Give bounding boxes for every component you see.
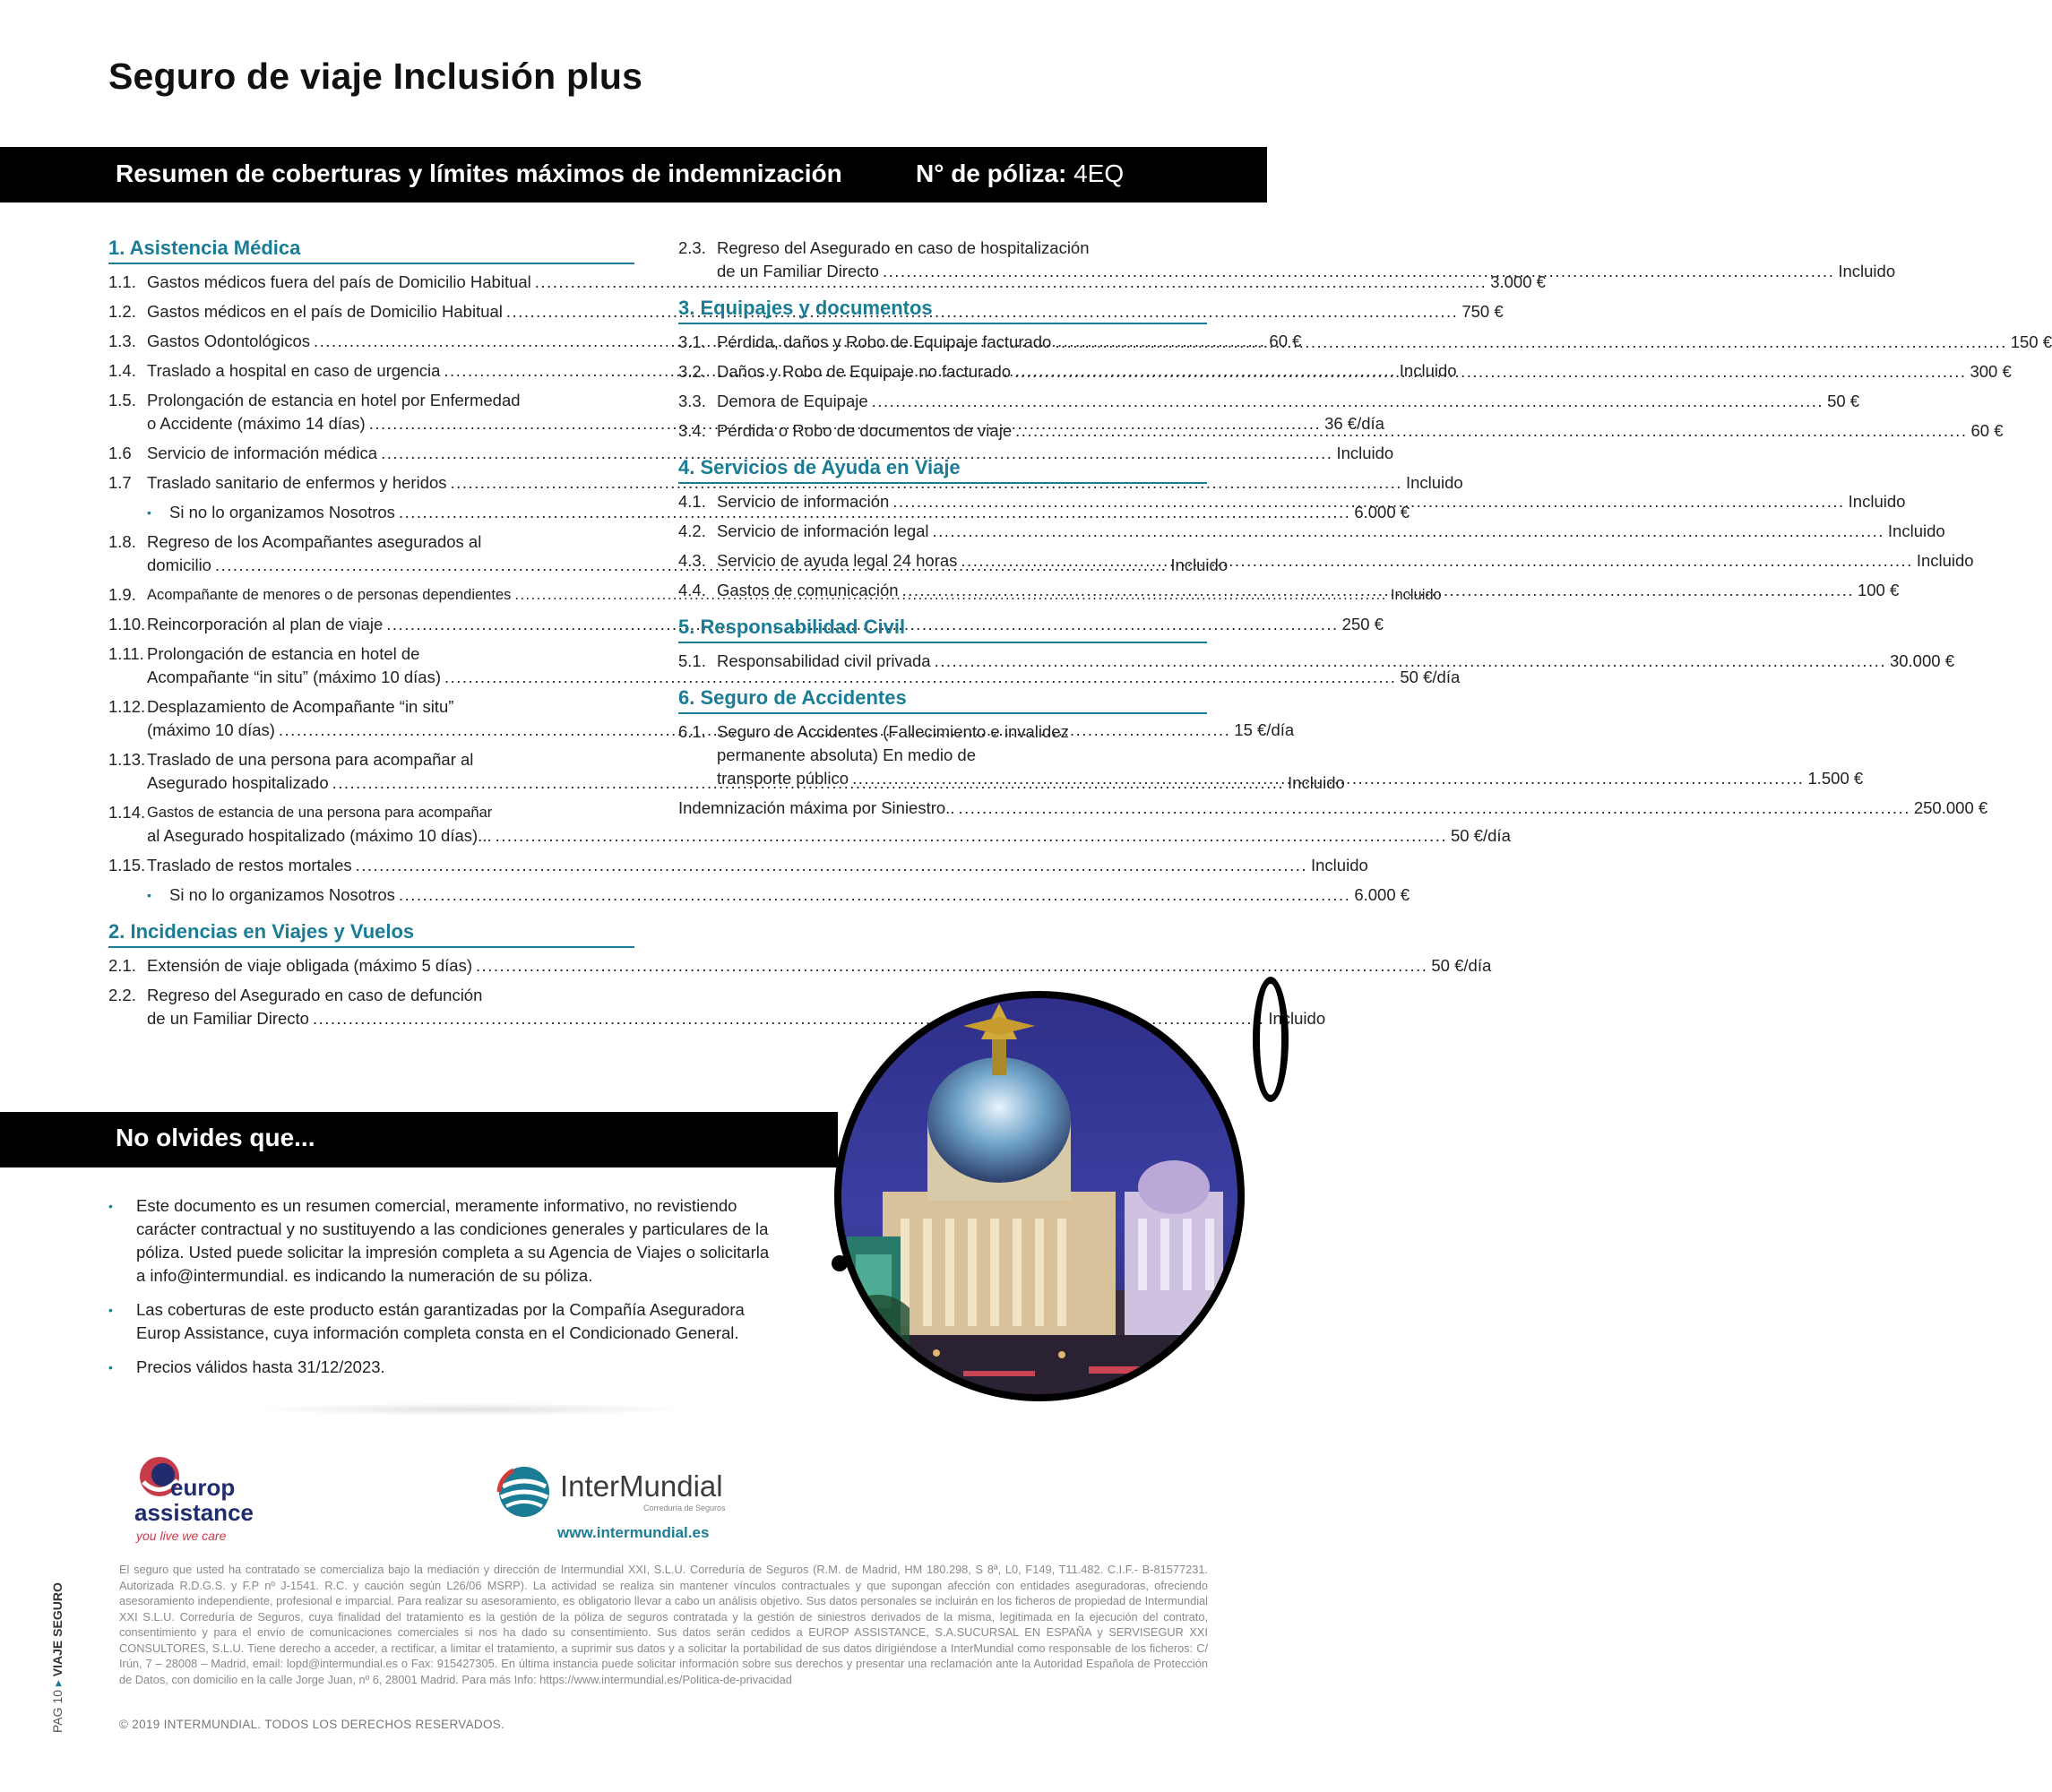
policy-number (916, 159, 1124, 188)
coverage-label: Responsabilidad civil privada (717, 651, 931, 670)
coverage-label: Acompañante “in situ” (máximo 10 días) (147, 668, 441, 686)
coverage-limit: 30.000 € (1889, 651, 1954, 670)
coverage-body (717, 390, 1859, 413)
coverage-limit: Incluido (1390, 587, 1442, 603)
note-item (108, 1194, 772, 1288)
coverage-label: Daños y Robo de Equipaje no facturado (717, 362, 1012, 381)
coverage-label: Servicio de información legal (717, 521, 929, 540)
coverage-line (678, 797, 1987, 820)
note-text: Este documento es un resumen comercial, meramente informativo, no revistiendo carácter contractual y no sustituyendo a las condiciones generales y particulares de la póliza. Usted puede solicitar la impresión completa a su Agencia de Viajes o solicitarla a info@intermundial. es indicando la numeración de su póliza. (136, 1196, 770, 1285)
dot-leader (356, 854, 1307, 877)
coverage-item (678, 520, 1945, 543)
coverage-label: de un Familiar Directo (717, 262, 879, 280)
madrid-metropolis-photo (829, 986, 1250, 1407)
coverage-line (717, 520, 1945, 543)
coverage-limit: 60 € (1970, 421, 2004, 440)
coverage-number: 1.12. (108, 697, 146, 716)
europ-assistance-wordmark (134, 1475, 254, 1525)
coverage-line (717, 237, 1895, 260)
coverage-line (717, 767, 1863, 790)
coverage-subitem (108, 883, 1410, 907)
section-heading: 2. Incidencias en Viajes y Vuelos (108, 920, 634, 948)
coverage-label: Regreso del Asegurado en caso de hospitalización (717, 238, 1090, 257)
coverage-label: Gastos Odontológicos (147, 332, 311, 350)
coverage-label: Servicio de información (717, 492, 890, 511)
section-heading: 3. Equipajes y documentos (678, 297, 1207, 324)
coverage-body (717, 579, 1899, 602)
coverage-line (717, 720, 1863, 744)
coverage-limit: Incluido (1838, 262, 1896, 280)
coverage-line (147, 854, 1368, 877)
section-heading: 5. Responsabilidad Civil (678, 616, 1207, 643)
coverage-number: 1.10. (108, 615, 146, 633)
coverage-number: 2.2. (108, 986, 136, 1004)
coverage-limit: Incluido (1887, 521, 1945, 540)
intermundial-url-link[interactable]: www.intermundial.es (557, 1524, 710, 1541)
intermundial-subtitle: Correduría de Seguros (643, 1503, 726, 1512)
bullet-icon: • (147, 888, 151, 902)
intermundial-globe-icon (496, 1463, 553, 1521)
coverage-limit: 250.000 € (1913, 798, 1988, 817)
legal-disclaimer: El seguro que usted ha contratado se comercializa bajo la mediación y dirección de Intermundial XXI, S.L.U. Correduría de Seguros (R.M. de Madrid, HM 180.298, S 8ª, L0, F149, T11.482. C.I.F.- B-81577231. Autorizada R.D.G.S. y F.P nº J-1541. R.C. y caución según L26/06 MSRP). La actividad se realiza sin mantener vínculos contractuales y que supongan afección con entidades aseguradoras, ofreciendo asesoramiento independiente, profesional e imparcial. Para realizar su asesoramiento, es obligatorio llevar a cabo un análisis objetivo. Sus datos personales se incluirán en los ficheros de propiedad de Intermundial XXI S.L.U. Correduría de Seguros, cuya finalidad del tratamiento es la gestión de la póliza de seguros contratada y la gestión de siniestros derivados de la misma, legitimada en la ejecución del contrato, consentimiento y para el envío de comunicaciones comerciales si nos ha dado su consentimiento. Sus datos serán cedidos a EUROP ASSISTANCE, S.A.SUCURSAL EN ESPAÑA y SERVISEGUR XXI CONSULTORES, S.L.U. Tiene derecho a acceder, a rectificar, a limitar el tratamiento, a suprimir sus datos y a solicitar la portabilidad de sus datos dirigiéndose a InterMundial como responsable de los ficheros: C/ Irún, 7 – 28008 – Madrid, email: lopd@intermundial.es o Fax: 915427305. En última instancia puede solicitar información sobre sus derechos y presentar una reclamación ante la Autoridad Española de Protección de Datos, con domicilio en la calle Jorge Juan, nº 6, 28001 Madrid. Para más Info: https://www.intermundial.es/Politica-de-privacidad (119, 1563, 1208, 1686)
coverage-label: Traslado sanitario de enfermos y heridos (147, 473, 447, 492)
bullet-icon: • (108, 1303, 113, 1317)
europ-tagline: you live we care (136, 1529, 227, 1543)
bullet-icon: • (108, 1360, 113, 1374)
coverage-label: Servicio de ayuda legal 24 horas (717, 551, 958, 570)
coverage-number: 1.4. (108, 361, 136, 380)
coverage-line (717, 549, 1974, 573)
coverage-line (147, 954, 1491, 978)
copyright-notice: © 2019 INTERMUNDIAL. TODOS LOS DERECHOS RESERVADOS. (119, 1718, 505, 1731)
side-page-label (50, 1582, 65, 1733)
coverage-limit: 6.000 € (1354, 503, 1410, 521)
coverage-limit: Incluido (1336, 444, 1394, 462)
section-heading: 6. Seguro de Accidentes (678, 686, 1207, 714)
policy-label: N° de póliza: (916, 159, 1067, 187)
coverage-label: Indemnización máxima por Siniestro.. (678, 798, 955, 817)
coverage-limit: 150 € (2010, 332, 2052, 351)
coverage-limit: 3.000 € (1490, 272, 1546, 291)
decorative-arc (1253, 977, 1289, 1102)
arrow-right-icon: ▸ (50, 1676, 65, 1687)
note-text: Las coberturas de este producto están garantizadas por la Compañía Aseguradora Europ Assistance, cuya información completa consta en el Condicionado General. (136, 1300, 745, 1342)
coverage-label: o Accidente (máximo 14 días) (147, 414, 366, 433)
coverage-number: 1.9. (108, 585, 136, 604)
coverage-item (108, 954, 1492, 978)
dot-leader (935, 650, 1886, 673)
page-number: PAG 10 (50, 1690, 65, 1733)
section-heading: 4. Servicios de Ayuda en Viaje (678, 456, 1207, 484)
dot-leader (892, 490, 1844, 513)
coverage-label: Prolongación de estancia en hotel de (147, 644, 420, 663)
coverage-label: Acompañante de menores o de personas dependientes (147, 587, 512, 603)
dot-leader (933, 520, 1884, 543)
coverage-number: 1.5. (108, 391, 136, 409)
dot-leader (958, 797, 1910, 820)
coverage-number: 4.1. (678, 492, 706, 511)
coverage-label: de un Familiar Directo (147, 1009, 309, 1028)
coverage-limit: Incluido (1268, 1009, 1326, 1028)
coverage-body (678, 797, 1987, 820)
coverage-label: domicilio (147, 556, 211, 574)
coverage-label: Traslado de restos mortales (147, 856, 352, 874)
coverage-limit: 36 €/día (1324, 414, 1384, 433)
coverage-label: Traslado a hospital en caso de urgencia (147, 361, 441, 380)
europ-line1: europ (170, 1474, 236, 1501)
coverage-limit: 15 €/día (1234, 720, 1295, 739)
coverage-label: Regreso del Asegurado en caso de defunción (147, 986, 483, 1004)
coverage-number: 1.8. (108, 532, 136, 551)
coverage-label: (máximo 10 días) (147, 720, 275, 739)
policy-value: 4EQ (1073, 159, 1125, 187)
coverage-label: Pérdida o Robo de documentos de viaje (717, 421, 1013, 440)
coverage-label: Gastos de estancia de una persona para acompañar (147, 805, 493, 821)
coverage-number: 1.3. (108, 332, 136, 350)
coverage-body (717, 360, 2012, 383)
coverage-label: Servicio de información médica (147, 444, 378, 462)
coverage-number: 3.3. (678, 392, 706, 410)
coverage-body (717, 520, 1945, 543)
coverage-limit: Incluido (1405, 473, 1463, 492)
coverage-label: Asegurado hospitalizado (147, 773, 329, 792)
coverage-label: Demora de Equipaje (717, 392, 868, 410)
no-olvides-bar (0, 1112, 838, 1167)
dot-leader (399, 883, 1350, 907)
coverage-line (717, 579, 1899, 602)
no-olvides-title: No olvides que... (116, 1124, 315, 1151)
section-incidencias-viajes (108, 920, 1492, 1030)
coverage-number: 4.4. (678, 581, 706, 599)
coverage-body (147, 954, 1491, 978)
coverage-limit: 50 €/día (1431, 956, 1492, 975)
coverage-line (717, 744, 1863, 767)
coverage-item (108, 854, 1368, 877)
intermundial-wordmark: InterMundial (560, 1469, 723, 1503)
coverage-limit: 50 €/día (1400, 668, 1461, 686)
page-title: Seguro de viaje Inclusión plus (108, 56, 643, 97)
summary-title: Resumen de coberturas y límites máximos de indemnización (116, 159, 842, 187)
coverage-label: Si no lo organizamos Nosotros (169, 885, 395, 904)
dot-leader (476, 954, 1427, 978)
divider-shadow (251, 1403, 690, 1416)
coverage-line (717, 650, 1954, 673)
coverage-line (717, 419, 2004, 443)
coverage-label: Prolongación de estancia en hotel por Enfermedad (147, 391, 521, 409)
coverage-body (147, 854, 1368, 877)
coverage-body (717, 650, 1954, 673)
coverage-number: 6.1. (678, 722, 706, 741)
coverage-item (678, 549, 1974, 573)
coverage-body (717, 419, 2004, 443)
coverage-limit: 6.000 € (1354, 885, 1410, 904)
coverage-number: 5.1. (678, 651, 706, 670)
coverage-body (169, 883, 1410, 907)
coverage-label: permanente absoluta) En medio de (717, 745, 976, 764)
notes-list (108, 1194, 772, 1390)
coverage-body (717, 331, 2052, 354)
dot-leader (961, 549, 1912, 573)
coverage-limit: Incluido (1848, 492, 1906, 511)
bullet-icon: • (147, 505, 151, 520)
coverage-number: 3.2. (678, 362, 706, 381)
coverage-limit: 250 € (1341, 615, 1384, 633)
coverage-item (678, 390, 1860, 413)
coverage-item (108, 442, 1394, 465)
coverage-limit: Incluido (1399, 361, 1457, 380)
coverage-limit: 50 € (1827, 392, 1860, 410)
coverage-number: 2.3. (678, 238, 706, 257)
coverage-number: 1.6 (108, 444, 132, 462)
section-heading: 1. Asistencia Médica (108, 237, 634, 264)
dot-leader (1015, 419, 1967, 443)
dot-leader (1014, 360, 1966, 383)
dot-leader (902, 579, 1854, 602)
summary-header-bar (0, 147, 1267, 202)
coverage-body (717, 490, 1905, 513)
note-text: Precios válidos hasta 31/12/2023. (136, 1357, 385, 1376)
coverage-number: 4.3. (678, 551, 706, 570)
dot-leader (883, 260, 1834, 283)
coverage-label: Traslado de una persona para acompañar al (147, 750, 474, 769)
coverage-item (108, 984, 1326, 1030)
coverage-limit: 1.500 € (1807, 769, 1864, 788)
coverage-item (678, 797, 1988, 820)
coverage-number: 4.2. (678, 521, 706, 540)
coverage-label: Reincorporación al plan de viaje (147, 615, 384, 633)
dot-leader (872, 390, 1824, 413)
coverage-limit: 50 €/día (1451, 826, 1511, 845)
coverage-limit: Incluido (1170, 556, 1229, 574)
coverage-number: 2.1. (108, 956, 136, 975)
coverage-limit: Incluido (1311, 856, 1368, 874)
coverage-number: 1.7 (108, 473, 132, 492)
coverage-body (717, 720, 1863, 790)
dot-leader (852, 767, 1804, 790)
dot-leader (1055, 331, 2006, 354)
coverage-line (169, 883, 1410, 907)
coverage-label: Gastos de comunicación (717, 581, 899, 599)
coverage-number: 1.14. (108, 803, 146, 822)
coverage-limit: Incluido (1916, 551, 1974, 570)
coverage-number: 1.2. (108, 302, 136, 321)
coverage-number: 1.15. (108, 856, 146, 874)
coverage-number: 1.1. (108, 272, 136, 291)
coverage-limit: 60 € (1269, 332, 1302, 350)
coverage-label: Seguro de Accidentes (Fallecimiento e invalidez (717, 722, 1069, 741)
coverage-label: al Asegurado hospitalizado (máximo 10 días)... (147, 826, 492, 845)
coverage-body (717, 237, 1895, 283)
coverage-item (678, 650, 1954, 673)
coverage-label: transporte público (717, 769, 849, 788)
coverage-line (717, 360, 2012, 383)
coverage-number: 3.1. (678, 332, 706, 351)
coverage-line (717, 260, 1895, 283)
note-item (108, 1298, 772, 1345)
coverage-number: 3.4. (678, 421, 706, 440)
coverage-limit: 300 € (1970, 362, 2012, 381)
coverage-number: 1.11. (108, 644, 144, 663)
coverage-limit: 750 € (1461, 302, 1504, 321)
coverage-line (717, 390, 1859, 413)
europ-line2: assistance (134, 1499, 254, 1526)
coverage-label: Desplazamiento de Acompañante “in situ” (147, 697, 454, 716)
note-item (108, 1356, 772, 1379)
section-label: VIAJE SEGURO (50, 1582, 65, 1677)
coverage-limit: Incluido (1288, 773, 1345, 792)
coverage-label: Si no lo organizamos Nosotros (169, 503, 395, 521)
coverage-line (717, 490, 1905, 513)
coverage-label: Regreso de los Acompañantes asegurados al (147, 532, 482, 551)
coverage-item (108, 471, 1463, 495)
coverage-body (717, 549, 1974, 573)
coverage-limit: 100 € (1857, 581, 1900, 599)
coverage-label: Gastos médicos en el país de Domicilio Habitual (147, 302, 503, 321)
coverage-number: 1.13. (108, 750, 146, 769)
coverage-label: Pérdida, daños y Robo de Equipaje facturado (717, 332, 1052, 351)
coverage-label: Extensión de viaje obligada (máximo 5 días) (147, 956, 472, 975)
coverage-label: Gastos médicos fuera del país de Domicilio Habitual (147, 272, 531, 291)
coverage-line (717, 331, 2052, 354)
bullet-icon: • (108, 1199, 113, 1213)
